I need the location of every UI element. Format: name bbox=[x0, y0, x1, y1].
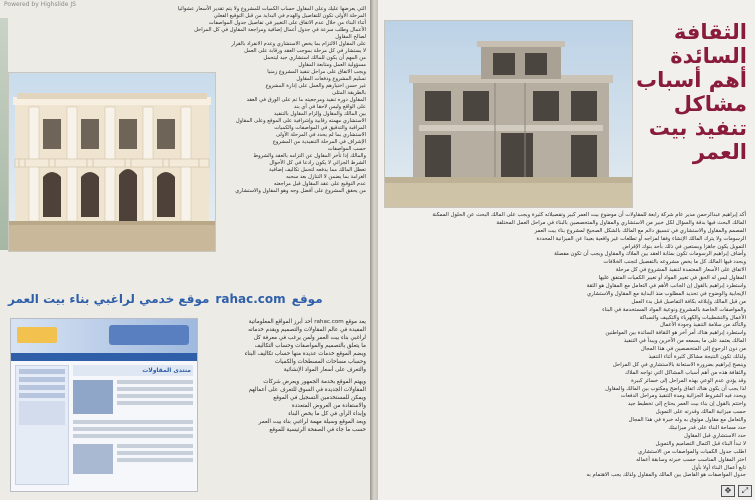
text-line: من يحقق المشروع على أفضل وجه وهو المقاول والاستشاري bbox=[235, 188, 366, 194]
text-line: والمالك إذا تأخر المقاول عن التزامه بالعقد والشروط bbox=[253, 153, 366, 159]
header-note: Powered by Highslide JS bbox=[4, 1, 76, 8]
text-line: ويعد الموقع وسيلة مهمة لراغبي بناء بيت العمر bbox=[258, 419, 366, 425]
right-page bbox=[378, 0, 755, 500]
text-line: الاتفاق على الأسعار المعتمدة لتنفيذ المشروع في كل مرحلة bbox=[615, 267, 746, 274]
text-line: حسب المواصفات bbox=[327, 146, 366, 152]
text-line: والثقافة هذه من أهم أسباب المشاكل التي تواجه الملاك bbox=[624, 369, 746, 376]
text-line: حسب ميزانية المالك وقدرته على التمويل bbox=[655, 409, 746, 416]
text-line: المفيدة في عالم المقاولات والتصميم ويقدم خدماته bbox=[248, 327, 366, 333]
text-line: الشرط الجزائي لا يكون رادعا في كل الأحوال bbox=[269, 160, 366, 166]
text-line: من دون الرجوع إلى المتخصصين في هذا المجال bbox=[640, 346, 746, 353]
text-line: والتأكد من سلامة التنفيذ وجودة الأعمال bbox=[660, 322, 746, 329]
text-line: عدم التوقيع على عقد المقاول قبل مراجعته bbox=[273, 181, 366, 187]
text-line: يعد موقع rahac.com أحد أبرز المواقع المعلوماتية bbox=[248, 319, 366, 325]
text-line: بين المالك والمقاول وإلزام المقاول بالتنفيذ bbox=[274, 111, 366, 117]
text-line: أثناء البناء من خلال عدم الاتفاق على التغيير في تفاصيل جدول المواصفات bbox=[208, 20, 366, 26]
text-line: المقاولات الجديدة في السوق للتعرف على أعمالهم bbox=[248, 387, 366, 393]
screenshot-nav bbox=[11, 353, 197, 361]
text-line: بالطريقة المثلى bbox=[332, 90, 366, 96]
text-line: ويمكن للمستخدمين التسجيل في الموقع bbox=[273, 395, 366, 401]
website-screenshot bbox=[10, 318, 198, 492]
text-line: والمواصفات الخاصة بالمشروع ونوعية المواد المستخدمة في البناء bbox=[602, 306, 746, 313]
section-heading-label: موقع bbox=[291, 292, 323, 306]
text-line: ويحدد فيها المالك كل ما يخص مشروعه بالتفصيل لتجنب الخلافات bbox=[603, 259, 746, 266]
title-line: تنفيذ بيت bbox=[648, 116, 747, 140]
screenshot-caption: منتدى المقاولات bbox=[73, 365, 193, 376]
text-line: لا يستشار في كل مرحلة بموجب العقد ورقابة على العمل bbox=[244, 48, 366, 54]
text-line: ما يتعلق بالتصميم والمواصفات وحساب التكاليف bbox=[254, 343, 366, 349]
text-line: اطلب جدول الكميات والمواصفات من الاستشاري bbox=[638, 448, 746, 455]
text-line: وإبداء الرأي في كل ما يخص البناء bbox=[288, 411, 366, 417]
text-line: الاستشاري بما لم يحدد في المرحلة الأولى bbox=[275, 132, 366, 138]
text-line: لا تبدأ البناء قبل اكتمال التصاميم والتمويل bbox=[655, 440, 746, 447]
text-line: ويحدد فيه الشروط الجزائية ومدة التنفيذ ومراحل الدفعات bbox=[620, 393, 746, 400]
title-line: مشاكل bbox=[673, 92, 747, 116]
text-line: واستطرد إبراهيم بالقول إن الجانب الأهم في التعامل مع المقاول هو الثقة bbox=[586, 283, 746, 290]
text-line: المراقبة والتدقيق في المواصفات والكميات bbox=[274, 125, 366, 131]
text-line: المصمم والمقاول والاستشاري في تنسيق دائم مع المالك بالشكل الصحيح لمشروع بناء بيت العمر bbox=[534, 227, 746, 234]
viewer-controls bbox=[721, 485, 752, 497]
text-line: الغرامة بما يضمن لا التنازل بعد سحبه bbox=[286, 174, 366, 180]
text-line: والتعرف على أسعار المواد الإنشائية bbox=[283, 367, 366, 373]
text-line: أكد إبراهيم عبدالرحمن مدير عام شركة رابعة للمقاولات أن موضوع بيت العمر كبير وتفصيلاته كثيرة ويجب على المالك البحث عن الحلول الممكنة bbox=[432, 212, 746, 218]
text-line: لراغبي بناء بيت العمر ولمن يرغب في معرفة كل bbox=[253, 335, 366, 341]
section-heading-title: موقع خدمي لراغبي بناء بيت العمر bbox=[8, 292, 210, 306]
text-line: المقاول دوره تنفيذ ومرجعيته ما تم على الورق في العقد bbox=[246, 97, 366, 103]
construction-photo bbox=[384, 20, 633, 208]
move-icon[interactable]: ✥ bbox=[721, 485, 735, 497]
text-line: والاستفادة من العروض المتعددة bbox=[291, 403, 366, 409]
text-line: المقاول ليس له الحق في تغيير المواد أو تغيير الكميات المتفق عليها bbox=[598, 275, 746, 282]
title-line: الثقافة bbox=[673, 20, 747, 44]
text-line: جدول المواصفات هو الفاصل بين المالك والمقاول ولذلك يجب الاهتمام به bbox=[586, 472, 746, 479]
title-line: العمر bbox=[692, 140, 747, 164]
title-line: أهم أسباب bbox=[636, 68, 747, 92]
screenshot-header bbox=[11, 319, 197, 353]
villa-photo bbox=[8, 72, 216, 252]
text-line: والتعامل مع مقاول موثوق به وله خبرة في هذا المجال bbox=[628, 417, 746, 424]
text-line: غير حسن اختيارهم والعمل على إدارة المشروع bbox=[265, 83, 366, 89]
title-line: السائدة bbox=[670, 44, 747, 68]
text-line: حدد الاستشاري قبل المقاول bbox=[683, 432, 746, 439]
screenshot-main bbox=[73, 365, 193, 485]
text-line: على الواقع وليس لاحقا في أي بند bbox=[293, 104, 366, 110]
text-line: وقد يؤدي عدم الوعي بهذه المراحل إلى خسائر كبيرة bbox=[631, 377, 746, 384]
section-heading bbox=[8, 290, 368, 308]
text-line: الأعمال وطلب سرعة في جدول أعمال إضافية ومراجعة المقاول في كل المراحل bbox=[194, 27, 366, 33]
text-line: من قبل المالك وإبلاغه بكافة التفاصيل قبل بدء العمل bbox=[631, 298, 746, 305]
text-line: اختر المقاول المناسب حسب خبرته وسابقة أعماله bbox=[636, 456, 746, 463]
section-heading-domain: rahac.com bbox=[215, 292, 286, 306]
text-line: مسؤولية العمل ومتابعة المقاول bbox=[298, 62, 366, 68]
text-line: الإشراف في المرحلة التنفيذية من المشروع bbox=[272, 139, 366, 145]
text-line: الأعمال والتشطيبات والكهرباء والتكييف والسباكة bbox=[639, 314, 746, 321]
text-line: التمويل يكون جاهزا ويستعين في ذلك بأحد بنوك الإقراض bbox=[622, 243, 746, 250]
text-line: لذا يجب أن يكون هناك اتفاق واضح ومكتوب بين المالك والمقاول bbox=[605, 385, 746, 392]
text-line: المرحلة الأولى تكون للتفاصيل والهدم في البداية من قبل التوقيع الفعلي bbox=[213, 13, 366, 19]
text-line: وأضاف إبراهيم الرسومات تكون بمثابة العقد بين الملاك والمقاول ويجب أن تكون مفصلة bbox=[554, 251, 746, 258]
screenshot-sidebar bbox=[15, 365, 69, 485]
text-line: تابع أعمال البناء أولا بأول bbox=[691, 464, 746, 471]
text-line: حدد مساحة البناء على قدر ميزانيتك bbox=[668, 425, 746, 432]
left-edge-strip bbox=[0, 18, 8, 250]
text-line: التي يعرضها عليك وعلى المقاول حساب الكميات للمشروع ولا يتم تقدير الأسعار عشوائيا bbox=[177, 6, 366, 12]
text-line: واختتم بالقول إن بناء بيت العمر يحتاج إلى تخطيط جيد bbox=[627, 401, 746, 408]
text-line: واستطرد إبراهيم هناك أمر آخر هو الثقافة السائدة بين المواطنين bbox=[605, 330, 746, 337]
text-line: ولذلك تكون النتيجة مشاكل كثيرة أثناء التنفيذ bbox=[648, 354, 746, 361]
text-line: من المهم أن يكون للمالك استشاري جيد ليتحمل bbox=[263, 55, 366, 61]
text-line: حسب ما جاء في الصفحة الرئيسية للموقع bbox=[269, 427, 366, 433]
text-line: على المقاول الالتزام بما يخص الاستشاري وعدم الانفراد بالقرار bbox=[231, 41, 366, 47]
right-body-text bbox=[388, 212, 746, 494]
text-line: الإيجابية والوضوح في تحديد المطلوب منذ البداية مع المقاول والاستشاري bbox=[586, 290, 746, 297]
text-line: وينصح إبراهيم بضرورة الاستعانة بالاستشاري في كل المراحل bbox=[612, 361, 746, 368]
text-line: تسليم المشروع ودفعات المقاول bbox=[296, 76, 366, 82]
text-line: المالك يعتمد على ما يسمعه من الآخرين ويبدأ في التنفيذ bbox=[623, 338, 746, 345]
text-line: المالك البحث فيها بدقة والسؤال لكل خبير من الاستشاري والمقاول والمتخصصين بالبناء في مراحل العمل المختلفة bbox=[496, 219, 746, 226]
left-bottom-text bbox=[204, 318, 366, 494]
text-line: لصالح المقاول bbox=[335, 34, 366, 40]
article-title bbox=[635, 20, 747, 164]
text-line: الاستشاري مهمته رقابية وإشرافية على الموقع وعلى المقاول bbox=[235, 118, 366, 124]
text-line: ويجب الاتفاق على مراحل تنفيذ المشروع زمنيا bbox=[267, 69, 366, 75]
text-line: ويضم الموقع خدمات عديدة منها حساب تكاليف البناء bbox=[244, 351, 366, 357]
left-top-text bbox=[177, 6, 366, 286]
fullscreen-icon[interactable]: ⤢ bbox=[738, 485, 752, 497]
text-line: ويهتم الموقع بخدمة الجمهور ويعرض شركات bbox=[263, 379, 366, 385]
text-line: الرسومات ولا يترك المالك الإنشاء وفقا لمزاجه أو تطلعات غير واقعية بعيدا عن الميزانية المحددة bbox=[536, 235, 746, 242]
left-page bbox=[0, 0, 372, 500]
text-line: تعطل المالك مما يدفعه لتحمل تكاليف إضافية bbox=[269, 167, 366, 173]
text-line: وحساب مساحات المسطحات والكميات bbox=[274, 359, 366, 365]
